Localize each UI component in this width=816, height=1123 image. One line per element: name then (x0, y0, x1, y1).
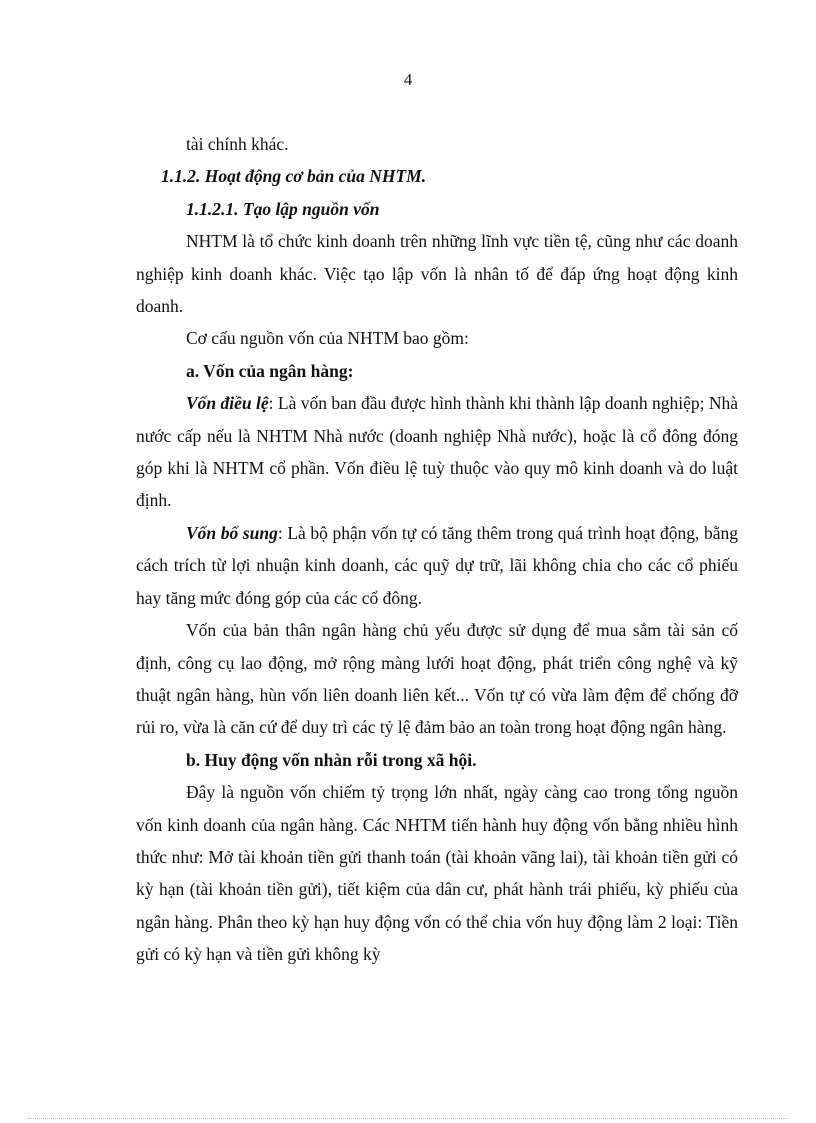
paragraph-charter-capital (136, 387, 738, 517)
paragraph-mobilized-capital: Đây là nguồn vốn chiếm tỷ trọng lớn nhất, ngày càng cao trong tổng nguồn vốn kinh doanh của ngân hàng. Các NHTM tiến hành huy động vốn bằng nhiều hình thức như: Mở tài khoản tiền gửi thanh toán (tài khoản vãng lai), tài khoản tiền gửi có kỳ hạn (tài khoản tiền gửi), tiết kiệm của dân cư, phát hành trái phiếu, kỳ phiếu của ngân hàng. Phân theo kỳ hạn huy động vốn có thể chia vốn huy động làm 2 loại: Tiền gửi có kỳ hạn và tiền gửi không kỳ (136, 782, 738, 965)
term-charter-capital: Vốn điều lệ (186, 393, 269, 414)
subsection-heading-1-1-2-1: 1.1.2.1. Tạo lập nguồn vốn (186, 198, 380, 219)
page-number: 4 (403, 70, 413, 89)
charter-capital-text: : Là vốn ban đầu được hình thành khi thành lập doanh nghiệp; Nhà nước cấp nếu là NHTM Nhà nước (doanh nghiệp Nhà nước), hoặc là cổ đông đóng góp khi là NHTM cổ phần. Vốn điều lệ tuỳ thuộc vào quy mô kinh doanh và do luật định. (136, 393, 739, 511)
document-body (136, 128, 738, 971)
heading-a-bank-capital: a. Vốn của ngân hàng: (186, 360, 354, 381)
paragraph-intro: NHTM là tổ chức kinh doanh trên những lĩnh vực tiền tệ, cũng như các doanh nghiệp kinh doanh khác. Việc tạo lập vốn là nhân tố để đáp ứng hoạt động kinh doanh. (136, 231, 738, 317)
paragraph-own-capital-use: Vốn của bản thân ngân hàng chủ yếu được sử dụng để mua sắm tài sản cố định, công cụ lao động, mở rộng màng lưới hoạt động, phát triển công nghệ và kỹ thuật ngân hàng, hùn vốn liên doanh liên kết... Vốn tự có vừa làm đệm để chống đỡ rủi ro, vừa là căn cứ để duy trì các tỷ lệ đảm bảo an toàn trong hoạt động ngân hàng. (136, 620, 738, 738)
page-bottom-divider (28, 1118, 788, 1119)
supplementary-capital-text: : Là bộ phận vốn tự có tăng thêm trong quá trình hoạt động, bằng cách trích từ lợi nhuận kinh doanh, các quỹ dự trữ, lãi không chia cho các cổ phiếu hay tăng mức đóng góp của các cổ đông. (136, 522, 738, 608)
section-heading-1-1-2: 1.1.2. Hoạt động cơ bản của NHTM. (161, 166, 427, 187)
heading-b-mobilize-capital: b. Huy động vốn nhàn rỗi trong xã hội. (186, 749, 477, 770)
continuation-text: tài chính khác. (186, 134, 289, 154)
paragraph-capital-structure: Cơ cấu nguồn vốn của NHTM bao gồm: (186, 328, 469, 349)
paragraph-supplementary-capital (136, 517, 738, 614)
term-supplementary-capital: Vốn bổ sung (186, 522, 278, 543)
